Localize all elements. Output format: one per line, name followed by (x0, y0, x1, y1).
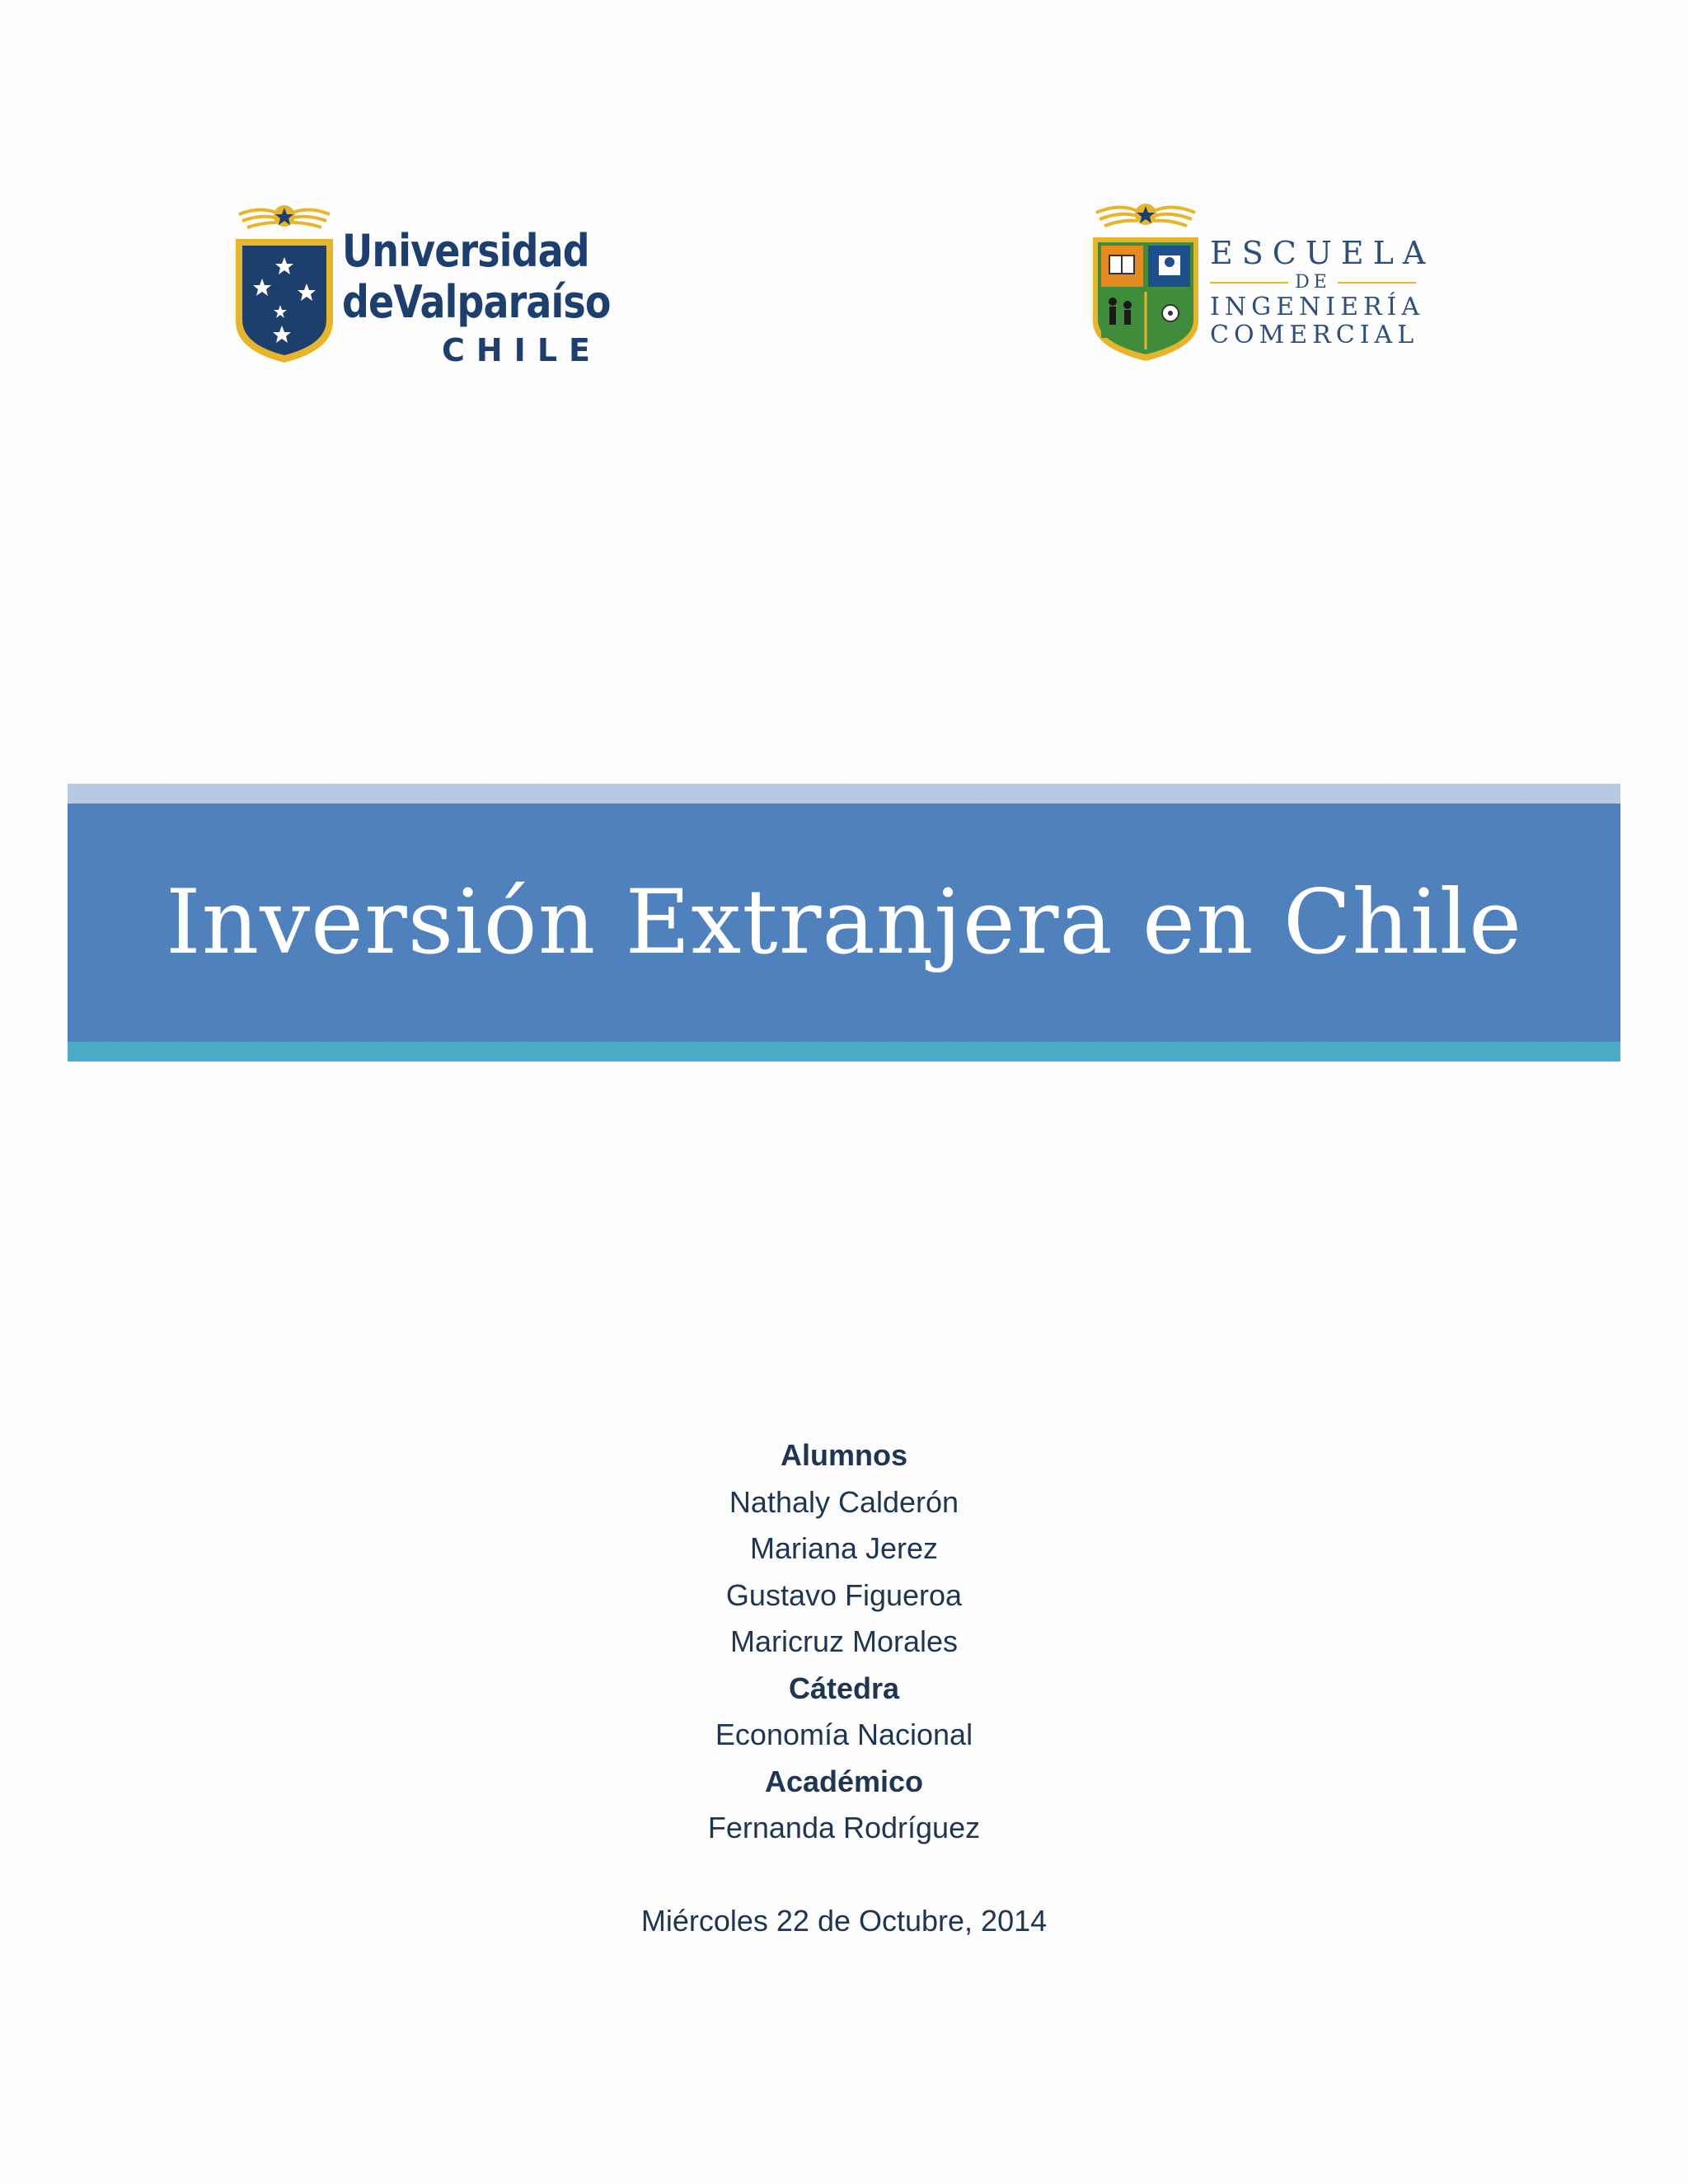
student-name: Mariana Jerez (749, 1531, 939, 1565)
uv-shield-icon (231, 198, 338, 371)
title-band-top-stripe (68, 784, 1620, 804)
universidad-de-valparaiso-logo (231, 198, 610, 379)
logo-text-universidad: Universidad (342, 225, 589, 277)
students-heading: Alumnos (780, 1438, 907, 1472)
document-date: Miércoles 22 de Octubre, 2014 (640, 1903, 1048, 1938)
credits-block (0, 1432, 1688, 1944)
logo-text-ingenieria: INGENIERÍA (1210, 293, 1425, 321)
title-band-bottom-stripe (68, 1042, 1620, 1062)
document-title: Inversión Extranjera en Chile (165, 871, 1523, 974)
academic-name: Fernanda Rodríguez (707, 1811, 981, 1844)
course-heading: Cátedra (788, 1671, 900, 1705)
logo-text-escuela: ESCUELA (1210, 235, 1435, 271)
title-band (68, 804, 1620, 1042)
logo-text-de: DE (1295, 272, 1331, 293)
escuela-ingenieria-comercial-logo (1088, 198, 1435, 371)
eic-shield-icon (1088, 198, 1203, 367)
academic-heading: Académico (764, 1764, 924, 1798)
logo-text-comercial: COMERCIAL (1210, 321, 1419, 349)
student-name: Gustavo Figueroa (725, 1577, 963, 1612)
student-name: Nathaly Calderón (729, 1484, 959, 1519)
logo-text-chile: CHILE (441, 332, 602, 368)
course-name: Economía Nacional (715, 1718, 973, 1751)
logo-text-de-valparaiso: deValparaíso (342, 276, 611, 328)
student-name: Maricruz Morales (729, 1624, 959, 1658)
logo-rule-right (1338, 282, 1416, 284)
logo-rule-left (1210, 282, 1288, 284)
